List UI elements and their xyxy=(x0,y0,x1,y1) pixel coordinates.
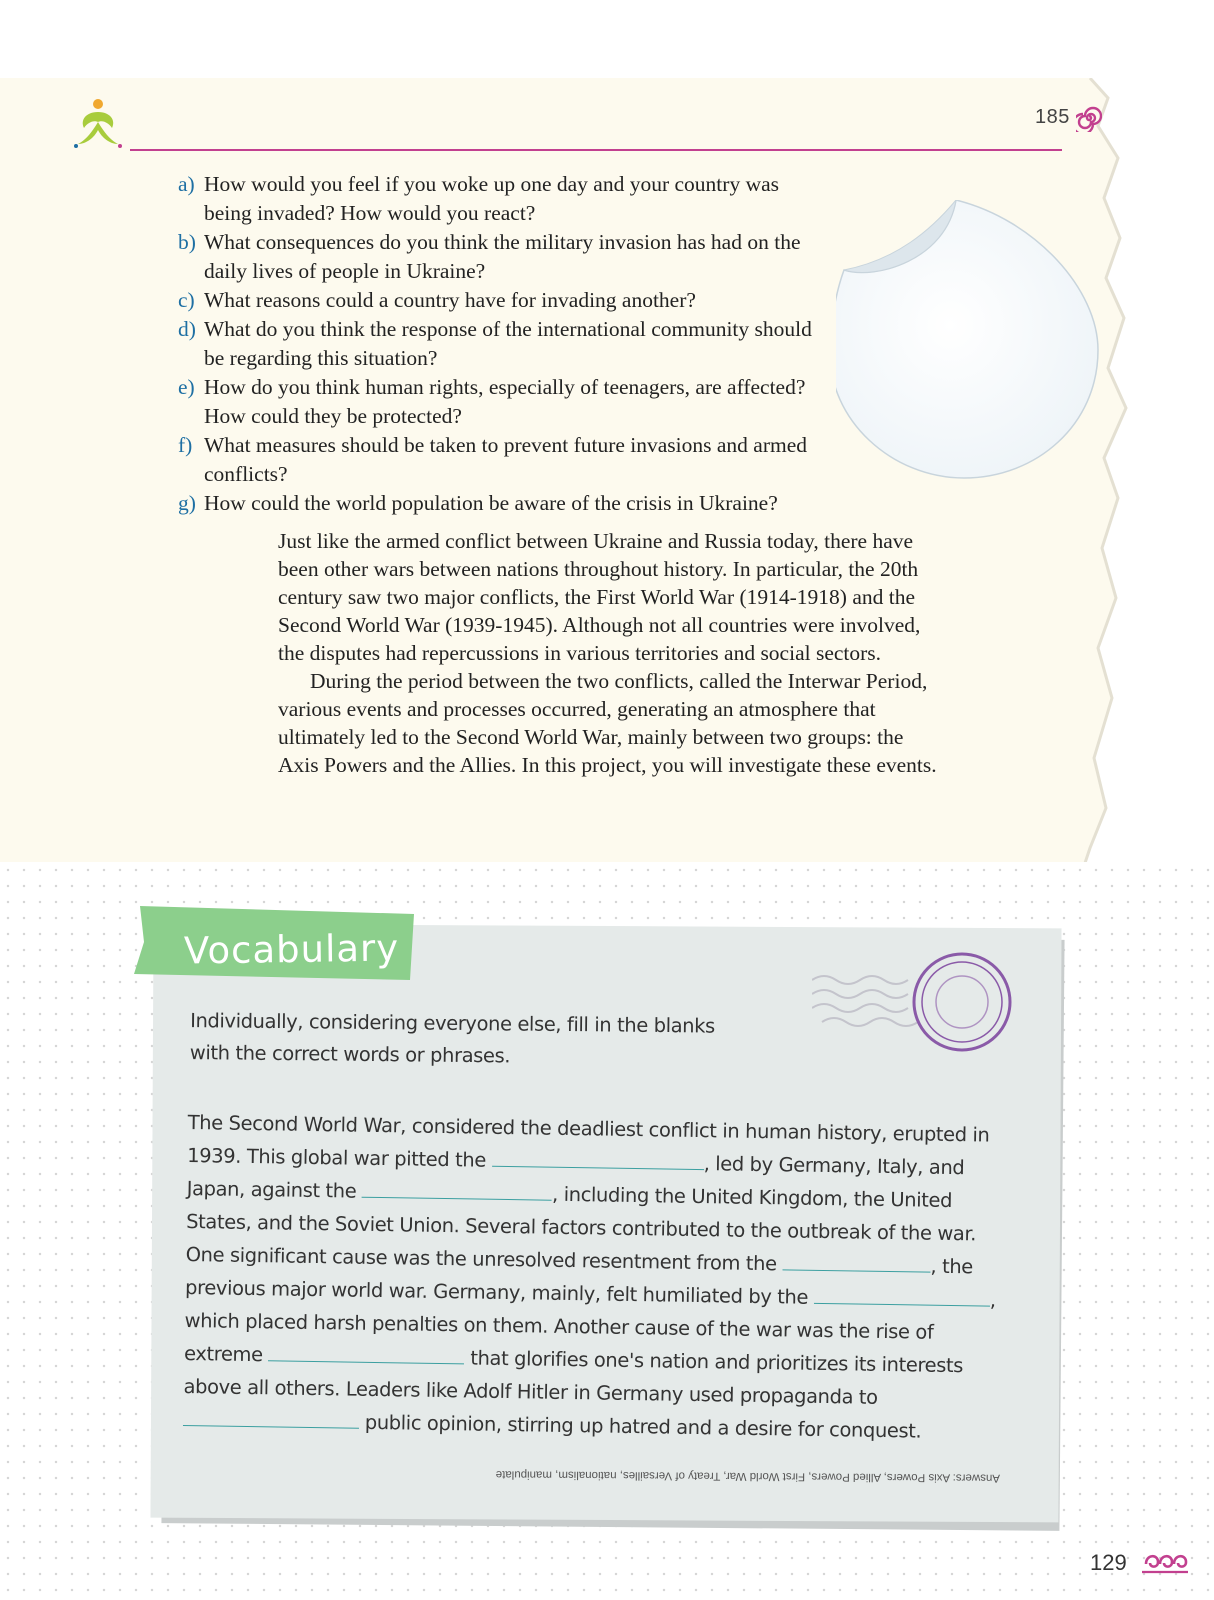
question-text: What reasons could a country have for invading another? xyxy=(204,288,696,312)
postmark-stamp-icon xyxy=(812,950,1022,1060)
aztec-spiral-icon xyxy=(1140,1550,1190,1576)
vocabulary-title: Vocabulary xyxy=(183,926,400,973)
answer-key-upside-down: Answers: Axis Powers, Allied Powers, First World War, Treaty of Versailles, nationalism, manipulate xyxy=(495,1468,1001,1484)
dancing-figure-logo-icon xyxy=(72,98,128,152)
question-letter: b) xyxy=(178,230,196,254)
answer-blank[interactable] xyxy=(492,1148,704,1170)
vocabulary-instructions: Individually, considering everyone else, fill in the blanks with the correct words or phrases. xyxy=(189,1009,715,1068)
question-item xyxy=(178,228,818,286)
discussion-questions xyxy=(178,170,818,518)
question-item xyxy=(178,489,818,518)
intro-text xyxy=(278,527,938,779)
peeling-sticker-icon xyxy=(836,200,1136,500)
intro-paragraph: During the period between the two conflicts, called the Interwar Period, various events and processes occurred, generating an atmosphere that ultimately led to the Second World War, mainly between two groups: the Axis Powers and the Allies. In this project, you will investigate these events. xyxy=(278,669,937,777)
question-letter: d) xyxy=(178,317,196,341)
cloze-text: , led by Germany, Italy, and Japan, against the xyxy=(186,1152,965,1203)
question-letter: f) xyxy=(178,433,193,457)
cloze-text: , the previous major world war. Germany, mainly, felt humiliated by the xyxy=(184,1254,974,1309)
question-text: How do you think human rights, especially of teenagers, are affected? How could they be protected? xyxy=(204,375,806,428)
question-text: What consequences do you think the military invasion has had on the daily lives of people in Ukraine? xyxy=(204,230,801,283)
question-item xyxy=(178,170,818,228)
cloze-text: that glorifies one's nation and prioritizes its interests above all others. Leaders like Adolf Hitler in Germany used propaganda to xyxy=(183,1346,964,1409)
answer-blank[interactable] xyxy=(782,1251,930,1272)
question-letter: e) xyxy=(178,375,195,399)
question-text: What do you think the response of the international community should be regarding this situation? xyxy=(204,317,812,370)
answer-blank[interactable] xyxy=(362,1179,552,1201)
question-text: How would you feel if you woke up one day and your country was being invaded? How would you react? xyxy=(204,172,779,225)
question-item xyxy=(178,431,818,489)
page-number-bottom: 129 xyxy=(1090,1550,1127,1575)
question-item xyxy=(178,315,818,373)
cloze-text: public opinion, stirring up hatred and a desire for conquest. xyxy=(358,1410,922,1443)
answer-blank[interactable] xyxy=(814,1285,990,1307)
question-item xyxy=(178,286,818,315)
cloze-text: , including the United Kingdom, the United States, and the Soviet Union. Several factors contributed to the outbreak of the war. One significant cause was the unresolved resentment from the xyxy=(185,1182,977,1276)
question-letter: g) xyxy=(178,491,196,515)
cloze-text: , which placed harsh penalties on them. Another cause of the war was the rise of extreme xyxy=(183,1288,996,1367)
header-rule xyxy=(130,149,1062,151)
question-item xyxy=(178,373,818,431)
page-number-top: 185 xyxy=(1035,106,1070,128)
question-letter: c) xyxy=(178,288,195,312)
answer-blank[interactable] xyxy=(183,1407,359,1429)
question-text: How could the world population be aware of the crisis in Ukraine? xyxy=(204,491,778,515)
aztec-spiral-icon xyxy=(1076,104,1102,132)
answer-blank[interactable] xyxy=(268,1342,464,1364)
cloze-paragraph xyxy=(183,1106,1008,1449)
question-text: What measures should be taken to prevent future invasions and armed conflicts? xyxy=(204,433,808,486)
cloze-text: The Second World War, considered the deadliest conflict in human history, erupted in 1939. This global war pitted the xyxy=(187,1110,990,1172)
question-letter: a) xyxy=(178,172,195,196)
intro-paragraph: Just like the armed conflict between Ukraine and Russia today, there have been other wars between nations throughout history. In particular, the 20th century saw two major conflicts, the First World War (1914-1918) and the Second World War (1939-1945). Although not all countries were involved, the disputes had repercussions in various territories and social sectors. xyxy=(278,529,921,665)
